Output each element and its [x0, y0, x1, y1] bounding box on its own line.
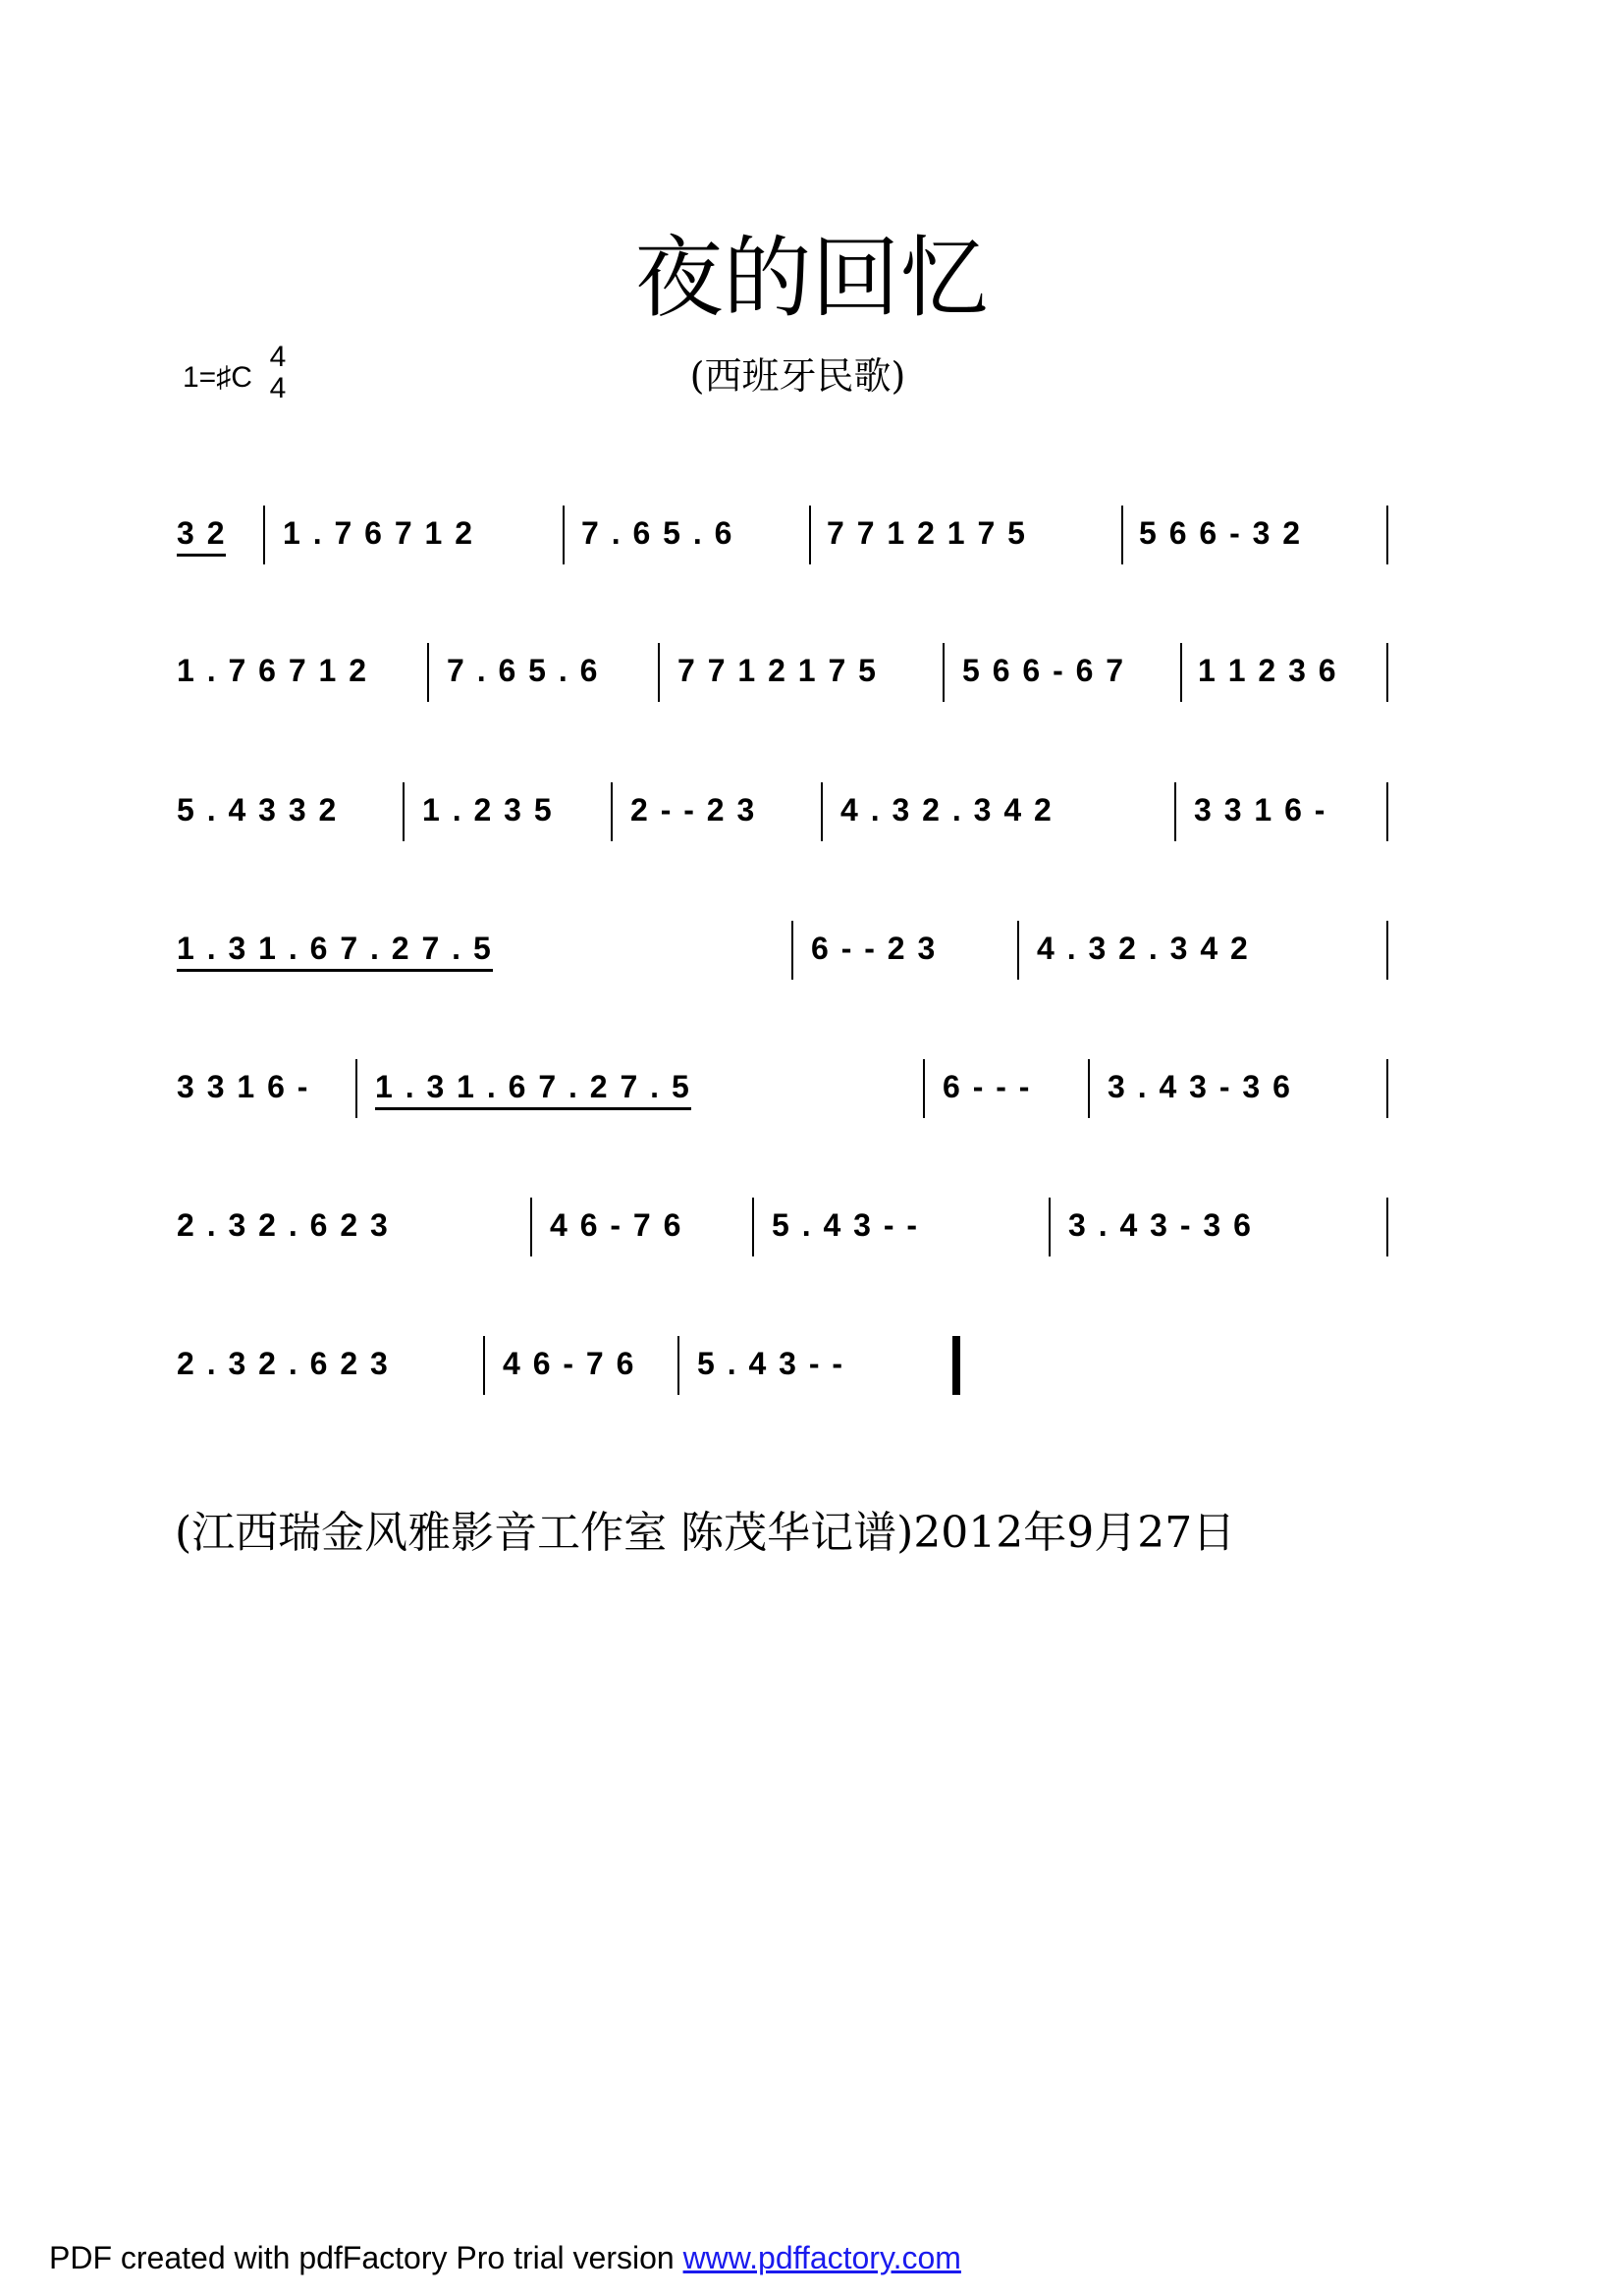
bar-line: [1386, 1198, 1388, 1256]
measure: 1 . 7 6 7 1 2: [283, 515, 475, 551]
measure: 7 . 6 5 . 6: [581, 515, 734, 551]
measure: 1 . 2 3 5: [422, 792, 554, 828]
bar-line: [1121, 506, 1123, 564]
bar-line: [1174, 782, 1176, 841]
bar-line: [483, 1336, 485, 1395]
bar-line: [1386, 1059, 1388, 1118]
pdf-footer-text: PDF created with pdfFactory Pro trial version: [49, 2240, 683, 2275]
pdf-footer-link[interactable]: www.pdffactory.com: [682, 2240, 961, 2275]
score-line: [177, 643, 1389, 702]
measure: 2 . 3 2 . 6 2 3: [177, 1346, 390, 1381]
measure: 4 6 - 7 6: [550, 1207, 683, 1243]
measure: 3 3 1 6 -: [177, 1069, 310, 1104]
score-line: [177, 506, 1389, 564]
measure: 4 . 3 2 . 3 4 2: [1037, 931, 1250, 966]
bar-line: [611, 782, 613, 841]
measure: 2 . 3 2 . 6 2 3: [177, 1207, 390, 1243]
page-title: 夜的回忆: [634, 227, 989, 330]
measure: 1 . 3 1 . 6 7 . 2 7 . 5: [375, 1069, 691, 1110]
measure: 7 . 6 5 . 6: [447, 653, 600, 688]
measure: 7 7 1 2 1 7 5: [677, 653, 878, 688]
bar-line: [263, 506, 265, 564]
measure: 5 6 6 - 6 7: [962, 653, 1126, 688]
final-bar-line: [952, 1336, 960, 1395]
bar-line: [1386, 643, 1388, 702]
score-line: [177, 1336, 1389, 1395]
measure: 1 . 3 1 . 6 7 . 2 7 . 5: [177, 931, 493, 972]
transcription-note: (江西瑞金风雅影音工作室 陈茂华记谱)2012年9月27日: [175, 1508, 1236, 1558]
measure: 6 - - -: [943, 1069, 1032, 1104]
measure: 5 . 4 3 - -: [697, 1346, 845, 1381]
bar-line: [809, 506, 811, 564]
measure: 1 1 2 3 6: [1198, 653, 1338, 688]
bar-line: [427, 643, 429, 702]
measure: 3 . 4 3 - 3 6: [1068, 1207, 1253, 1243]
subtitle-text: (西班牙民歌): [689, 354, 906, 398]
measure: 5 . 4 3 3 2: [177, 792, 339, 828]
bar-line: [752, 1198, 754, 1256]
score-line: [177, 1059, 1389, 1118]
measure: 4 6 - 7 6: [503, 1346, 636, 1381]
bar-line: [1386, 921, 1388, 980]
bar-line: [791, 921, 793, 980]
measure: 1 . 7 6 7 1 2: [177, 653, 369, 688]
pdf-footer: [49, 2240, 961, 2276]
measure: 4 . 3 2 . 3 4 2: [840, 792, 1054, 828]
bar-line: [943, 643, 945, 702]
score-line: [177, 921, 1389, 980]
bar-line: [1180, 643, 1182, 702]
bar-line: [1386, 506, 1388, 564]
time-signature-top: 4: [269, 341, 287, 373]
bar-line: [923, 1059, 925, 1118]
measure: 2 - - 2 3: [630, 792, 757, 828]
bar-line: [821, 782, 823, 841]
bar-line: [677, 1336, 679, 1395]
key-signature: 1=♯C: [183, 361, 252, 394]
measure: 6 - - 2 3: [811, 931, 938, 966]
bar-line: [1049, 1198, 1051, 1256]
score-line: [177, 782, 1389, 841]
bar-line: [1017, 921, 1019, 980]
bar-line: [403, 782, 405, 841]
measure: 5 . 4 3 - -: [772, 1207, 920, 1243]
bar-line: [355, 1059, 357, 1118]
bar-line: [658, 643, 660, 702]
measure: 7 7 1 2 1 7 5: [827, 515, 1027, 551]
score-line: [177, 1198, 1389, 1256]
bar-line: [1386, 782, 1388, 841]
measure: 3 2: [177, 515, 226, 557]
bar-line: [1088, 1059, 1090, 1118]
measure: 3 . 4 3 - 3 6: [1108, 1069, 1292, 1104]
measure: 3 3 1 6 -: [1194, 792, 1327, 828]
measure: 5 6 6 - 3 2: [1139, 515, 1303, 551]
bar-line: [563, 506, 565, 564]
time-signature-bottom: 4: [269, 372, 287, 404]
bar-line: [530, 1198, 532, 1256]
